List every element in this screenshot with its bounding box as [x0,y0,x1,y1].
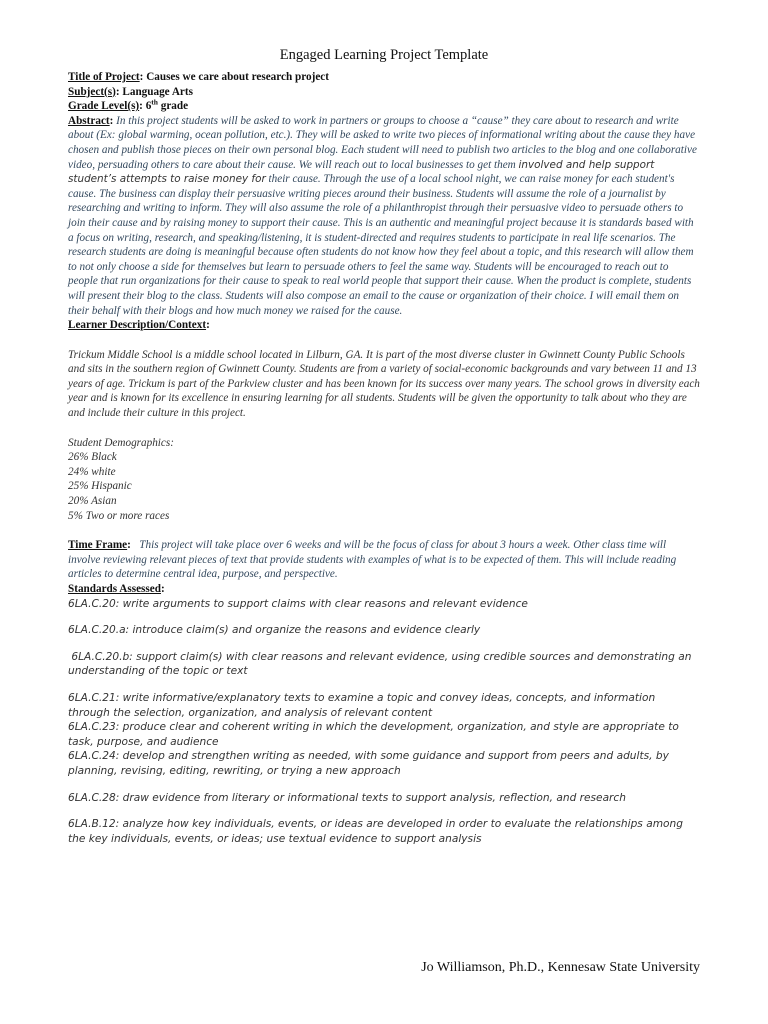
grade-suffix: grade [160,100,189,113]
demographics-list [68,450,700,523]
standard-item: 6LA.C.20.a: introduce claim(s) and organize the reasons and evidence clearly [68,624,481,637]
standard-item: 6LA.C.20.b: support claim(s) with clear reasons and relevant evidence, using credible sources and demonstrating an understanding of the topic or text [68,650,695,678]
demographic-item: 26% Black [68,451,117,464]
project-title-value: Causes we care about research project [146,71,329,83]
grade-label: Grade Level(s) [68,100,140,113]
time-frame-text: This project will take place over 6 weeks and will be the focus of class for about 3 hours a week. Other class time will involve reviewing relevant pieces of text that provide students with examples of what is to be expected of them. This will include reading articles to determine central idea, purpose, and perspective. [68,539,677,581]
project-title-line: Title of Project: Causes we care about research project [68,71,329,83]
learner-heading: Learner Description/Context: [68,319,210,332]
document-footer: Jo Williamson, Ph.D., Kennesaw State University [421,960,700,975]
abstract-label: Abstract [68,114,110,127]
demographic-item: 20% Asian [68,495,117,508]
document-body [68,70,700,846]
grade-line: Grade Level(s): 6th grade [68,97,189,113]
grade-superscript: th [151,97,158,107]
project-title-label: Title of Project [68,71,140,83]
demographic-item: 24% white [68,465,116,478]
standards-label: Standards Assessed [68,583,161,595]
learner-label: Learner Description/Context [68,319,207,332]
grade-number: 6 [145,100,152,113]
standard-item: 6LA.C.20: write arguments to support claims with clear reasons and relevant evidence [68,597,528,610]
document-title: Engaged Learning Project Template [279,47,489,63]
standard-item: 6LA.C.21: write informative/explanatory texts to examine a topic and convey ideas, concepts, and information through the selection, organization, and analysis of relevant content [68,691,656,719]
subject-line: Subject(s): Language Arts [68,85,193,98]
demographic-item: 5% Two or more races [68,509,170,522]
time-frame-label: Time Frame [68,539,128,552]
standard-item: 6LA.C.28: draw evidence from literary or informational texts to support analysis, reflection, and research [68,791,626,804]
abstract-text-1: In this project students will be asked to work in partners or groups to choose a “cause” they care about to research and write about (Ex: global warming, ocean pollution, etc.). They will be asked to write two pieces of informational writing about the cause they have chosen and publish those pieces on their own personal blog. Each student will need to publish two articles to the blog and one collaborative video, persuading others to care about their cause. We will reach out to local businesses to get them [68,114,697,171]
standard-item: 6LA.C.24: develop and strengthen writing as needed, with some guidance and support from peers and adults, by planning, revising, editing, rewriting, or trying a new approach [68,750,669,777]
demographic-item: 25% Hispanic [68,480,132,493]
abstract-text-3: their cause. Through the use of a local school night, we can raise money for each student's cause. The business can display their persuasive writing pieces around their business. Students will assume the role of a journalist by researching and writing to inform. They will also assume the role of a philanthropist through their persuasive video to persuade others to join their cause and by raising money to support their cause. This is an authentic and meaningful project because it is standards based with a focus on writing, research, and speaking/listening, it is student-directed and requires students to participate in real life scenarios. The research students are doing is meaningful because often students do not know how they feel about a topic, and this research will allow them to not only choose a side for themselves but learn to persuade others to feel the same way. Students will be encouraged to reach out to people that run organizations for their cause to speak to real world people that support their cause. When the product is complete, students will present their blog to the class. Students will also compose an email to the cause or organization of their choice. I will email them on their behalf with their blogs and how much money we raised for the cause. [68,173,694,317]
standard-item: 6LA.B.12: analyze how key individuals, events, or ideas are developed in order to evaluate the relationships among the key individuals, events, or ideas; use textual evidence to support analysis [68,818,683,845]
demographics-heading: Student Demographics: [68,436,174,449]
standards-heading: Standards Assessed: [68,583,165,595]
abstract-paragraph: Abstract: In this project students will be asked to work in partners or groups to choose a “cause” they care about to research and write about (Ex: global warming, ocean pollution, etc.). They will be asked to write two pieces of informational writing about the cause they have chosen and publish those pieces on their own personal blog. Each student will need to publish two articles to the blog and one collaborative video, persuading others to care about their cause. We will reach out to local businesses to get them involved and help support student’s attempts to raise money for their cause. Through the use of a local school night, we can raise money for each student's cause. The business can display their persuasive writing pieces around their business. Students will assume the role of a journalist by researching and writing to inform. They will also assume the role of a philanthropist through their persuasive video to persuade others to join their cause and by raising money to support their cause. This is an authentic and meaningful project because it is standards based with a focus on writing, research, and speaking/listening, it is student-directed and requires students to participate in real life scenarios. The research students are doing is meaningful because often students do not know how they feel about a topic, and this research will allow them to not only choose a side for themselves but learn to persuade others to feel the same way. Students will be encouraged to reach out to people that run organizations for their cause to speak to real world people that support their cause. When the product is complete, students will present their blog to the class. Students will also compose an email to the cause or organization of their choice. I will email them on their behalf with their blogs and how much money we raised for the cause. [68,114,697,317]
subject-label: Subject(s) [68,85,116,98]
learner-description: Trickum Middle School is a middle school located in Lilburn, GA. It is part of the most diverse cluster in Gwinnett County Public Schools and sits in the southern region of Gwinnett County. Students are from a variety of social-economic backgrounds and vary between 11 and 13 years of age. Trickum is part of the Parkview cluster and has been known for its success over many years. The school grows in diversity each year and is known for its excellence in ensuring learning for all students. Students will be given the opportunity to talk about who they are and include their culture in this project. [68,348,700,420]
abstract-text-2: involved and help support student’s attempts to raise money for [68,158,655,186]
subject-value: Language Arts [122,85,193,98]
time-frame-paragraph: Time Frame: This project will take place over 6 weeks and will be the focus of class for about 3 hours a week. Other class time will involve reviewing relevant pieces of text that provide students with examples of what is to be expected of them. This will include reading articles to determine central idea, purpose, and perspective. [68,539,677,581]
standard-item: 6LA.C.23: produce clear and coherent writing in which the development, organization, and style are appropriate to task, purpose, and audience [68,721,679,748]
